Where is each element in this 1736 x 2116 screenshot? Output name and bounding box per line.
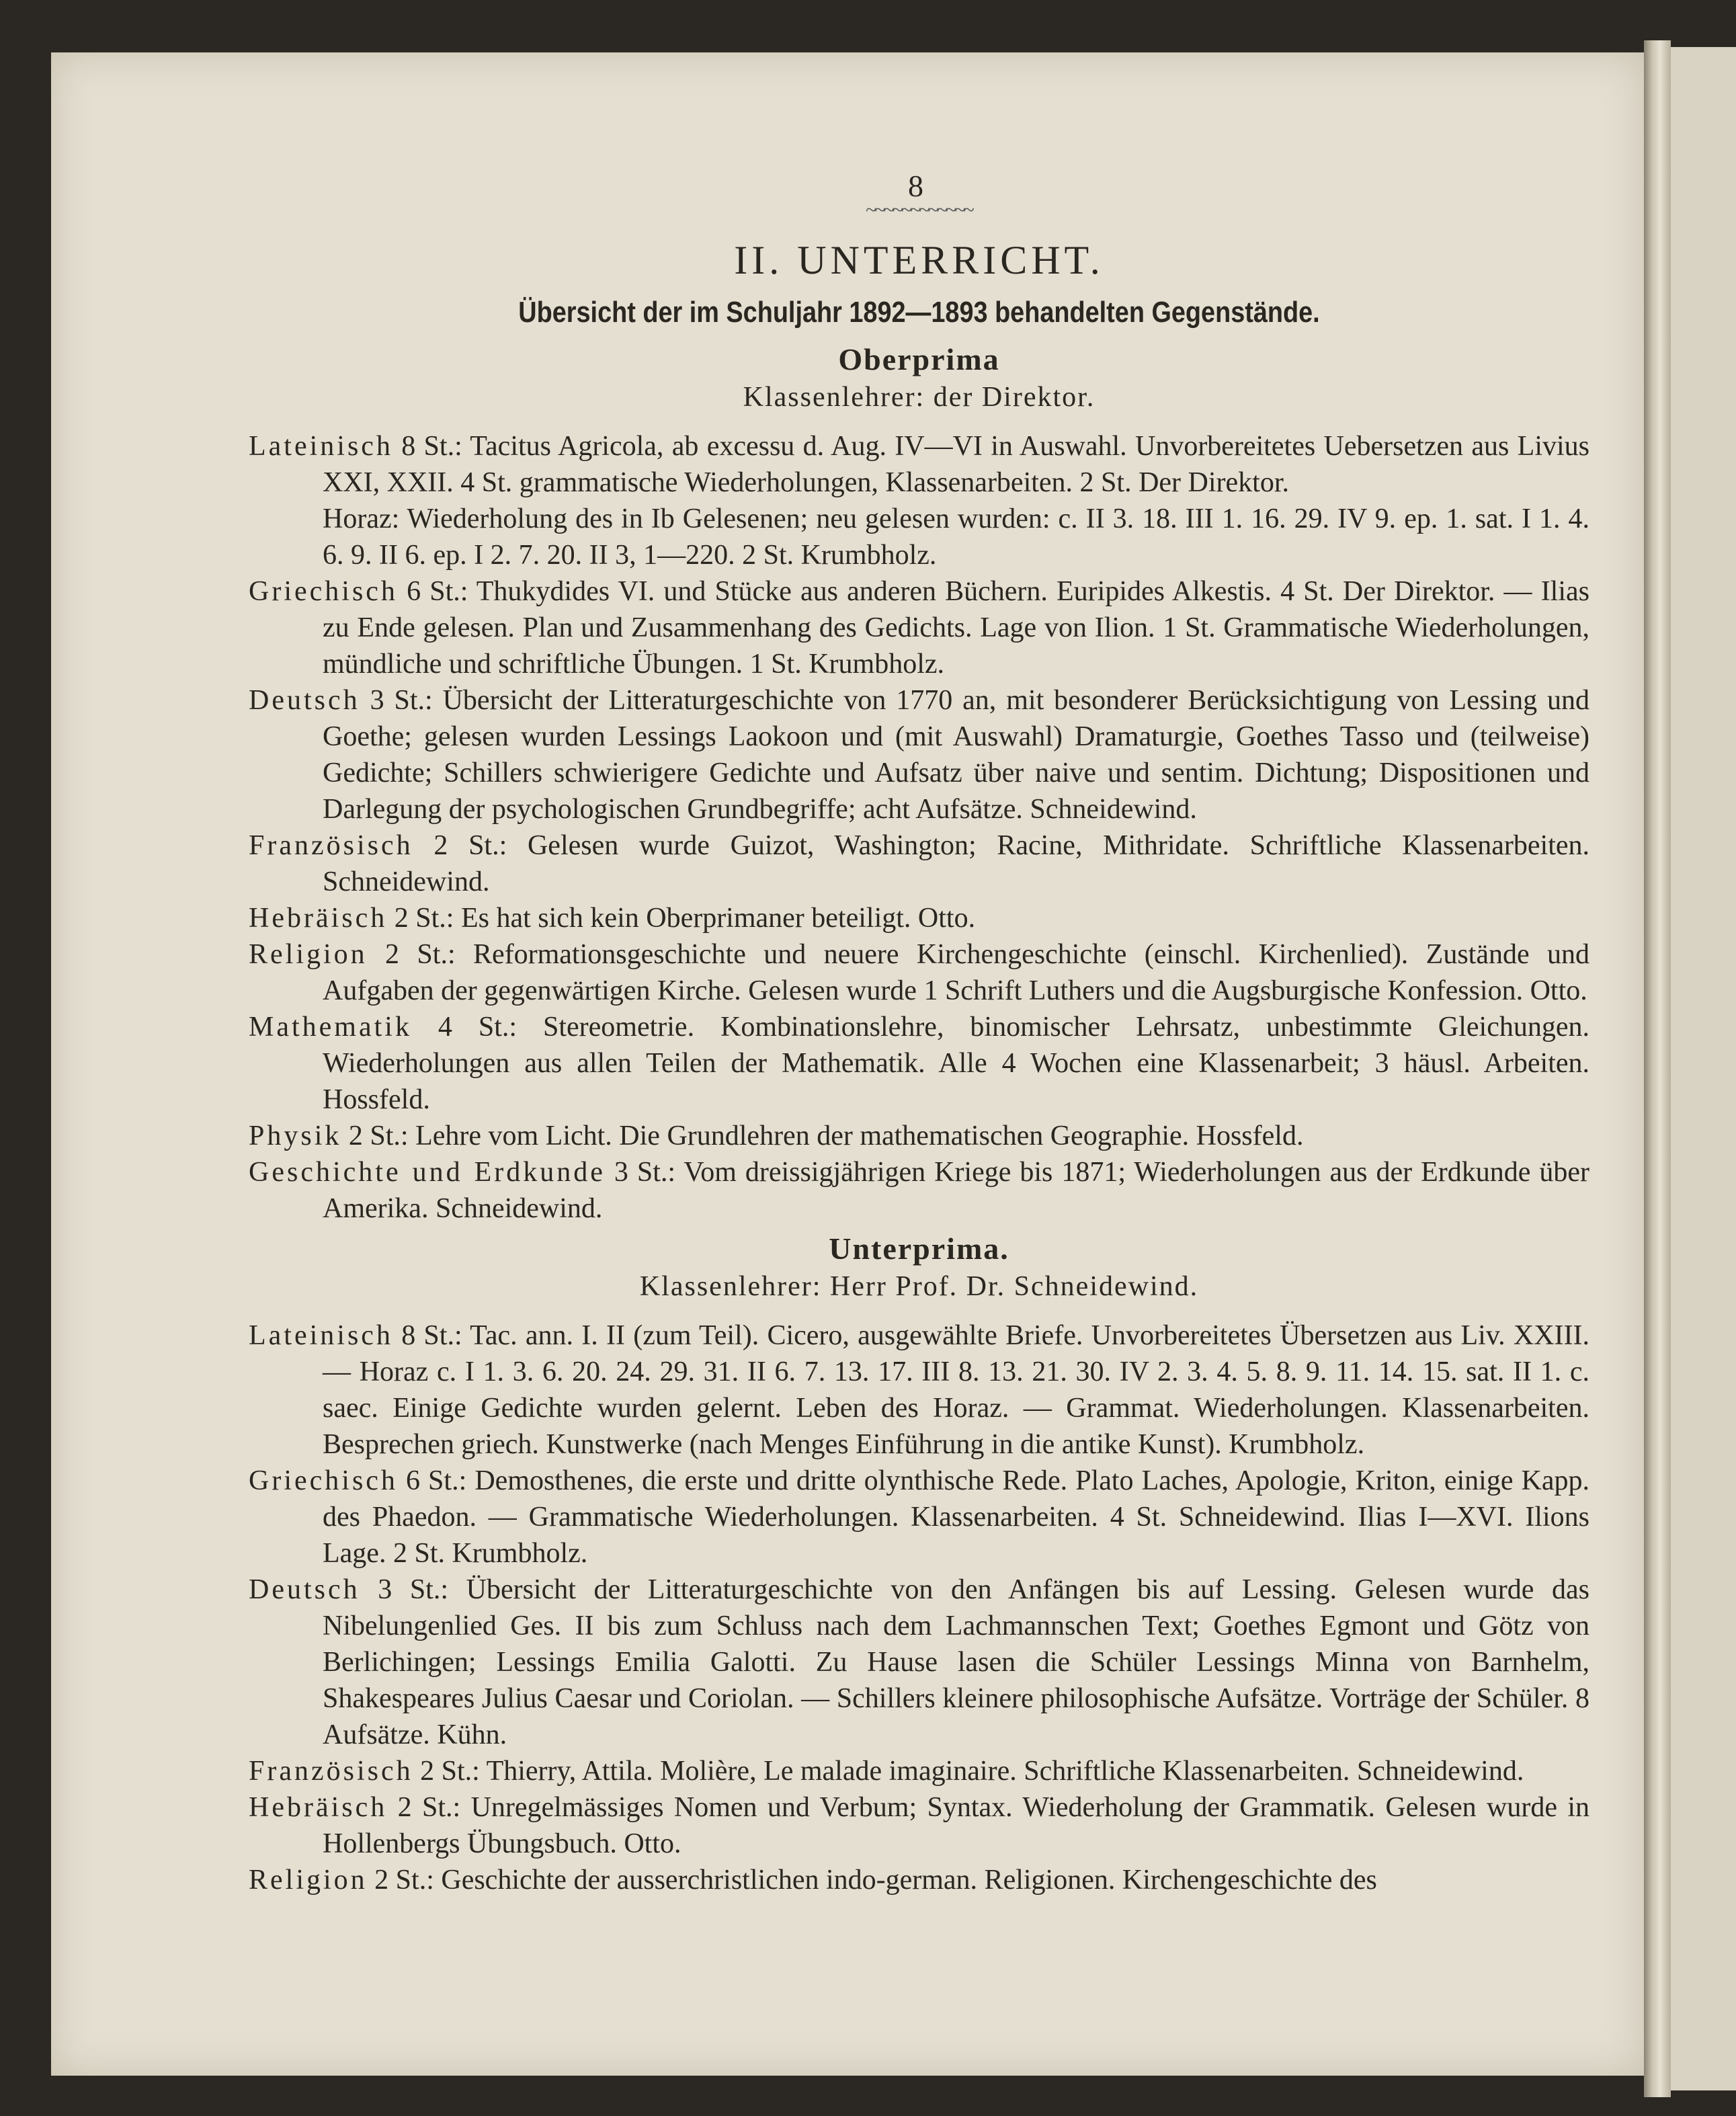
entry-text: 2 St.: Lehre vom Licht. Die Grundlehren der mathematischen Geographie. Hossfeld.	[348, 1121, 1304, 1151]
entry-paragraph	[249, 573, 1589, 682]
entry-subject: Französisch	[249, 830, 413, 861]
page-gutter	[1644, 40, 1671, 2097]
entry-subject: Religion	[249, 1865, 368, 1896]
entry-subject: Geschichte und Erdkunde	[249, 1157, 606, 1188]
entry-text: 6 St.: Demosthenes, die erste und dritte olynthische Rede. Plato Laches, Apologie, Kriton, einige Kapp. des Phaedon. — Grammatische Wiederholungen. Klassenarbeiten. 4 St. Schneidewind. Ilias I—XVI. Ilions Lage. 2 St. Krumbholz.	[323, 1465, 1589, 1569]
chapter-title: II. UNTERRICHT.	[734, 238, 1104, 282]
entry-text: 8 St.: Tac. ann. I. II (zum Teil). Cicero, ausgewählte Briefe. Unvorbereitetes Übersetzen aus Liv. XXIII. — Horaz c. I 1. 3. 6. 20. 24. 29. 31. II 6. 7. 13. 17. III 8. 13. 21. 30. IV 2. 3. 4. 5. 8. 9. 11. 14. 15. sat. II 1. c. saec. Einige Gedichte wurden gelernt. Leben des Horaz. — Grammat. Wiederholungen. Klassenarbeiten. Besprechen griech. Kunstwerke (nach Menges Einführung in die antike Kunst). Krumbholz.	[323, 1320, 1589, 1460]
entry-text: Horaz: Wiederholung des in Ib Gelesenen; neu gelesen wurden: c. II 3. 18. III 1. 16. 29. IV 9. ep. 1. sat. I 1. 4. 6. 9. II 6. ep. I 2. 7. 20. II 3, 1—220. 2 St. Krumbholz.	[323, 503, 1589, 571]
entry-text: 2 St.: Es hat sich kein Oberprimaner beteiligt. Otto.	[394, 903, 976, 934]
section-title: Oberprima	[838, 342, 1000, 376]
entry-paragraph	[249, 501, 1589, 573]
entry-paragraph	[249, 1463, 1589, 1572]
entry-text: 3 St.: Vom dreissigjährigen Kriege bis 1871; Wiederholungen aus der Erdkunde über Amerika. Schneidewind.	[323, 1157, 1589, 1224]
page-number: 8	[908, 169, 923, 203]
entry-paragraph	[249, 1009, 1589, 1118]
entry-subject: Religion	[249, 939, 368, 970]
entry-paragraph	[249, 1572, 1589, 1753]
entry-subject: Mathematik	[249, 1012, 412, 1043]
entry-subject: Hebräisch	[249, 1792, 388, 1823]
entry-text: 2 St.: Unregelmässiges Nomen und Verbum; Syntax. Wiederholung der Grammatik. Gelesen wurde in Hollenbergs Übungsbuch. Otto.	[323, 1792, 1589, 1859]
entry-paragraph	[249, 682, 1589, 827]
section-title: Unterprima.	[829, 1231, 1009, 1266]
ornament-divider: ~~~~~~~~~~~~	[866, 199, 973, 221]
entry-subject: Lateinisch	[249, 431, 393, 462]
entry-paragraph	[249, 1154, 1589, 1227]
entry-text: 8 St.: Tacitus Agricola, ab excessu d. Aug. IV—VI in Auswahl. Unvorbereitetes Uebersetzen aus Livius XXI, XXII. 4 St. grammatische Wiederholungen, Klassenarbeiten. 2 St. Der Direktor.	[323, 431, 1590, 498]
entry-paragraph	[249, 428, 1589, 501]
document-subtitle: Übersicht der im Schuljahr 1892—1893 behandelten Gegenstände.	[518, 296, 1320, 329]
entry-paragraph	[249, 1118, 1589, 1154]
entry-subject: Hebräisch	[249, 903, 388, 934]
entry-subject: Griechisch	[249, 576, 398, 607]
entry-subject: Deutsch	[249, 685, 360, 716]
entry-subject: Physik	[249, 1121, 342, 1151]
entry-subject: Griechisch	[249, 1465, 398, 1496]
entry-text: 2 St.: Reformationsgeschichte und neuere Kirchengeschichte (einschl. Kirchenlied). Zustände und Aufgaben der gegenwärtigen Kirche. Gelesen wurde 1 Schrift Luthers und die Augsburgische Konfession. Otto.	[323, 939, 1590, 1006]
entry-text: 6 St.: Thukydides VI. und Stücke aus anderen Büchern. Euripides Alkestis. 4 St. Der Direktor. — Ilias zu Ende gelesen. Plan und Zusammenhang des Gedichts. Lage von Ilion. 1 St. Grammatische Wiederholungen, mündliche und schriftliche Übungen. 1 St. Krumbholz.	[323, 576, 1590, 680]
entry-paragraph	[249, 1789, 1589, 1862]
entry-paragraph	[249, 936, 1589, 1009]
entry-subject: Deutsch	[249, 1574, 360, 1605]
entry-paragraph	[249, 1753, 1589, 1789]
entry-text: 3 St.: Übersicht der Litteraturgeschichte von 1770 an, mit besonderer Berücksichtigung von Lessing und Goethe; gelesen wurden Lessings Laokoon und (mit Auswahl) Dramaturgie, Goethes Tasso und (teilweise) Gedichte; Schillers schwierigere Gedichte und Aufsatz über naive und sentim. Dichtung; Dispositionen und Darlegung der psychologischen Grundbegriffe; acht Aufsätze. Schneidewind.	[323, 685, 1589, 825]
entry-text: 2 St.: Gelesen wurde Guizot, Washington; Racine, Mithridate. Schriftliche Klassenarbeiten. Schneidewind.	[323, 830, 1590, 897]
section-teacher: Klassenlehrer: Herr Prof. Dr. Schneidewind.	[639, 1271, 1199, 1302]
section-unterprima	[249, 1231, 1589, 1898]
section-teacher: Klassenlehrer: der Direktor.	[743, 382, 1096, 413]
section-oberprima	[249, 341, 1589, 1227]
next-page-edge	[1671, 47, 1736, 2090]
entry-paragraph	[249, 1862, 1589, 1898]
document-body	[249, 168, 1589, 1898]
entry-paragraph	[249, 1317, 1589, 1463]
entry-subject: Französisch	[249, 1756, 413, 1787]
entry-text: 2 St.: Geschichte der ausserchristlichen indo-german. Religionen. Kirchengeschichte des	[374, 1865, 1377, 1896]
entry-text: 3 St.: Übersicht der Litteraturgeschichte von den Anfängen bis auf Lessing. Gelesen wurde das Nibelungenlied Ges. II bis zum Schluss nach dem Lachmannschen Text; Goethes Egmont und Götz von Berlichingen; Lessings Emilia Galotti. Zu Hause lasen die Schüler Lessings Minna von Barnhelm, Shakespeares Julius Caesar und Coriolan. — Schillers kleinere philosophische Aufsätze. Vorträge der Schüler. 8 Aufsätze. Kühn.	[323, 1574, 1590, 1750]
entry-text: 4 St.: Stereometrie. Kombinationslehre, binomischer Lehrsatz, unbestimmte Gleichungen. Wiederholungen aus allen Teilen der Mathematik. Alle 4 Wochen eine Klassenarbeit; 3 häusl. Arbeiten. Hossfeld.	[323, 1012, 1590, 1115]
entry-subject: Lateinisch	[249, 1320, 393, 1351]
entry-paragraph	[249, 900, 1589, 936]
entry-paragraph	[249, 827, 1589, 900]
entry-text: 2 St.: Thierry, Attila. Molière, Le malade imaginaire. Schriftliche Klassenarbeiten. Schneidewind.	[420, 1756, 1524, 1787]
